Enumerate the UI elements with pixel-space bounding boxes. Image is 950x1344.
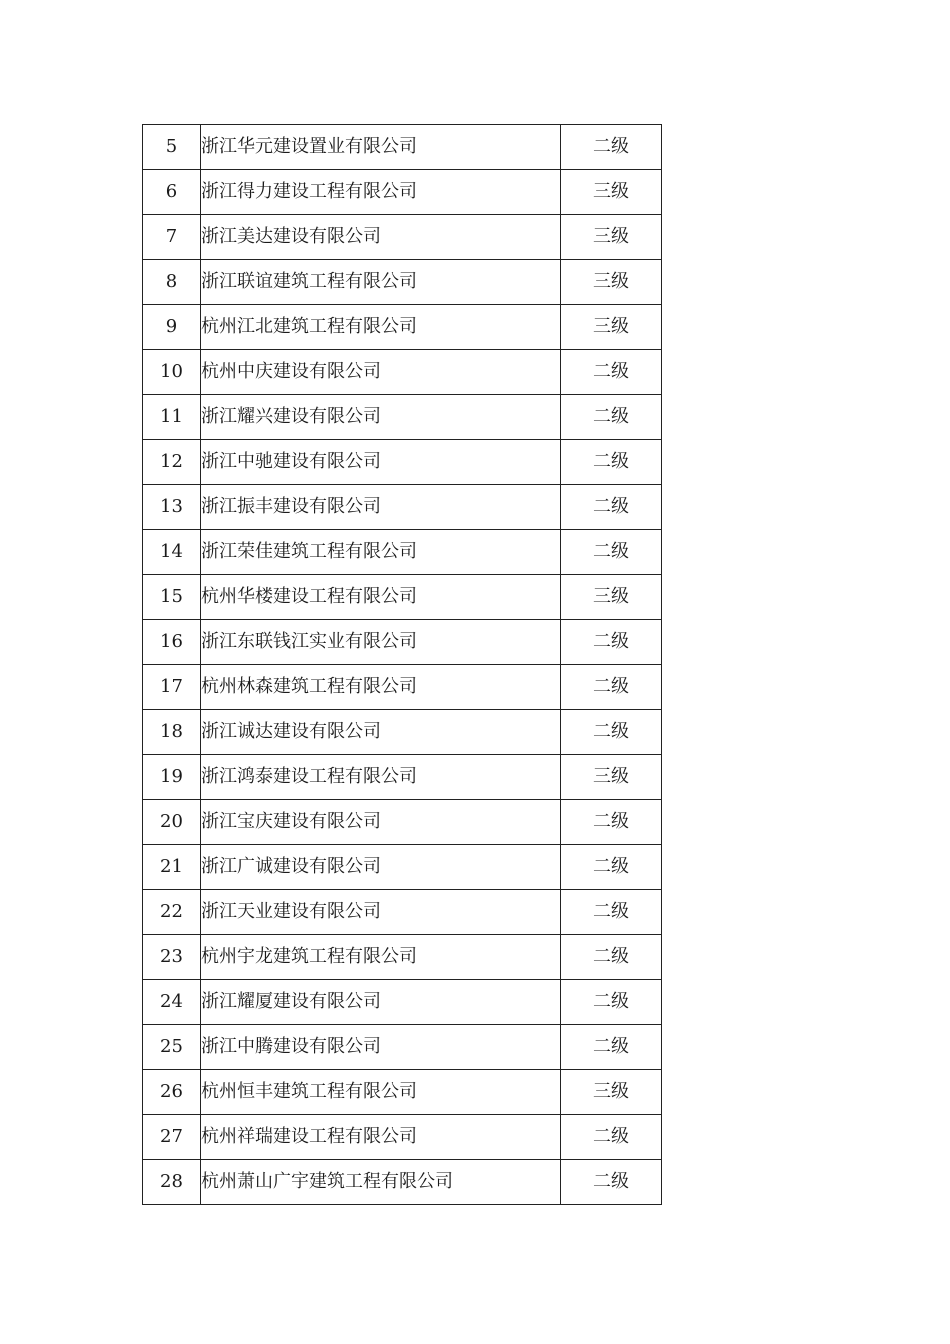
qualification-grade: 二级 bbox=[561, 395, 662, 440]
row-number: 20 bbox=[143, 800, 201, 845]
table-row bbox=[143, 1070, 662, 1115]
company-name: 杭州恒丰建筑工程有限公司 bbox=[201, 1070, 561, 1115]
qualification-grade: 三级 bbox=[561, 1070, 662, 1115]
company-name: 杭州中庆建设有限公司 bbox=[201, 350, 561, 395]
table-row bbox=[143, 1115, 662, 1160]
table-row bbox=[143, 710, 662, 755]
row-number: 22 bbox=[143, 890, 201, 935]
qualification-grade: 二级 bbox=[561, 935, 662, 980]
company-name: 浙江宝庆建设有限公司 bbox=[201, 800, 561, 845]
table-row bbox=[143, 305, 662, 350]
table-row bbox=[143, 935, 662, 980]
row-number: 14 bbox=[143, 530, 201, 575]
row-number: 9 bbox=[143, 305, 201, 350]
qualification-grade: 二级 bbox=[561, 350, 662, 395]
company-name: 浙江东联钱江实业有限公司 bbox=[201, 620, 561, 665]
row-number: 10 bbox=[143, 350, 201, 395]
qualification-grade: 三级 bbox=[561, 260, 662, 305]
qualification-grade: 二级 bbox=[561, 980, 662, 1025]
table-row bbox=[143, 845, 662, 890]
row-number: 11 bbox=[143, 395, 201, 440]
qualification-grade: 二级 bbox=[561, 1160, 662, 1205]
table-row bbox=[143, 800, 662, 845]
row-number: 17 bbox=[143, 665, 201, 710]
table-row bbox=[143, 665, 662, 710]
qualification-grade: 三级 bbox=[561, 575, 662, 620]
table-row bbox=[143, 890, 662, 935]
table-row bbox=[143, 575, 662, 620]
table-row bbox=[143, 1025, 662, 1070]
company-name: 浙江天业建设有限公司 bbox=[201, 890, 561, 935]
company-name: 浙江诚达建设有限公司 bbox=[201, 710, 561, 755]
qualification-grade: 二级 bbox=[561, 620, 662, 665]
qualification-grade: 二级 bbox=[561, 530, 662, 575]
table-row bbox=[143, 1160, 662, 1205]
table-row bbox=[143, 440, 662, 485]
row-number: 24 bbox=[143, 980, 201, 1025]
company-name: 浙江荣佳建筑工程有限公司 bbox=[201, 530, 561, 575]
row-number: 23 bbox=[143, 935, 201, 980]
qualification-grade: 二级 bbox=[561, 1115, 662, 1160]
row-number: 6 bbox=[143, 170, 201, 215]
qualification-grade: 二级 bbox=[561, 125, 662, 170]
company-table bbox=[142, 124, 662, 1205]
qualification-grade: 二级 bbox=[561, 1025, 662, 1070]
table-row bbox=[143, 350, 662, 395]
table-row bbox=[143, 125, 662, 170]
row-number: 27 bbox=[143, 1115, 201, 1160]
row-number: 25 bbox=[143, 1025, 201, 1070]
row-number: 12 bbox=[143, 440, 201, 485]
company-name: 杭州华楼建设工程有限公司 bbox=[201, 575, 561, 620]
company-name: 杭州宇龙建筑工程有限公司 bbox=[201, 935, 561, 980]
company-name: 浙江联谊建筑工程有限公司 bbox=[201, 260, 561, 305]
table-row bbox=[143, 170, 662, 215]
row-number: 21 bbox=[143, 845, 201, 890]
company-name: 杭州祥瑞建设工程有限公司 bbox=[201, 1115, 561, 1160]
company-name: 浙江中腾建设有限公司 bbox=[201, 1025, 561, 1070]
qualification-grade: 三级 bbox=[561, 755, 662, 800]
qualification-grade: 三级 bbox=[561, 215, 662, 260]
table-row bbox=[143, 755, 662, 800]
qualification-grade: 二级 bbox=[561, 845, 662, 890]
row-number: 13 bbox=[143, 485, 201, 530]
company-name: 浙江华元建设置业有限公司 bbox=[201, 125, 561, 170]
qualification-grade: 三级 bbox=[561, 305, 662, 350]
table-row bbox=[143, 980, 662, 1025]
row-number: 19 bbox=[143, 755, 201, 800]
company-name: 浙江中驰建设有限公司 bbox=[201, 440, 561, 485]
qualification-grade: 二级 bbox=[561, 440, 662, 485]
qualification-grade: 二级 bbox=[561, 665, 662, 710]
qualification-grade: 二级 bbox=[561, 800, 662, 845]
row-number: 8 bbox=[143, 260, 201, 305]
company-name: 浙江耀兴建设有限公司 bbox=[201, 395, 561, 440]
table-row bbox=[143, 620, 662, 665]
qualification-grade: 二级 bbox=[561, 710, 662, 755]
qualification-grade: 三级 bbox=[561, 170, 662, 215]
row-number: 16 bbox=[143, 620, 201, 665]
qualification-grade: 二级 bbox=[561, 485, 662, 530]
table-body bbox=[143, 125, 662, 1205]
company-name: 浙江广诚建设有限公司 bbox=[201, 845, 561, 890]
company-name: 浙江振丰建设有限公司 bbox=[201, 485, 561, 530]
table-row bbox=[143, 485, 662, 530]
row-number: 28 bbox=[143, 1160, 201, 1205]
row-number: 26 bbox=[143, 1070, 201, 1115]
row-number: 7 bbox=[143, 215, 201, 260]
company-name: 杭州林森建筑工程有限公司 bbox=[201, 665, 561, 710]
table-row bbox=[143, 530, 662, 575]
row-number: 5 bbox=[143, 125, 201, 170]
company-name: 浙江美达建设有限公司 bbox=[201, 215, 561, 260]
table-row bbox=[143, 260, 662, 305]
table-row bbox=[143, 395, 662, 440]
table-row bbox=[143, 215, 662, 260]
qualification-grade: 二级 bbox=[561, 890, 662, 935]
company-name: 浙江得力建设工程有限公司 bbox=[201, 170, 561, 215]
row-number: 18 bbox=[143, 710, 201, 755]
company-name: 杭州江北建筑工程有限公司 bbox=[201, 305, 561, 350]
company-name: 浙江耀厦建设有限公司 bbox=[201, 980, 561, 1025]
company-name: 杭州萧山广宇建筑工程有限公司 bbox=[201, 1160, 561, 1205]
row-number: 15 bbox=[143, 575, 201, 620]
company-name: 浙江鸿泰建设工程有限公司 bbox=[201, 755, 561, 800]
